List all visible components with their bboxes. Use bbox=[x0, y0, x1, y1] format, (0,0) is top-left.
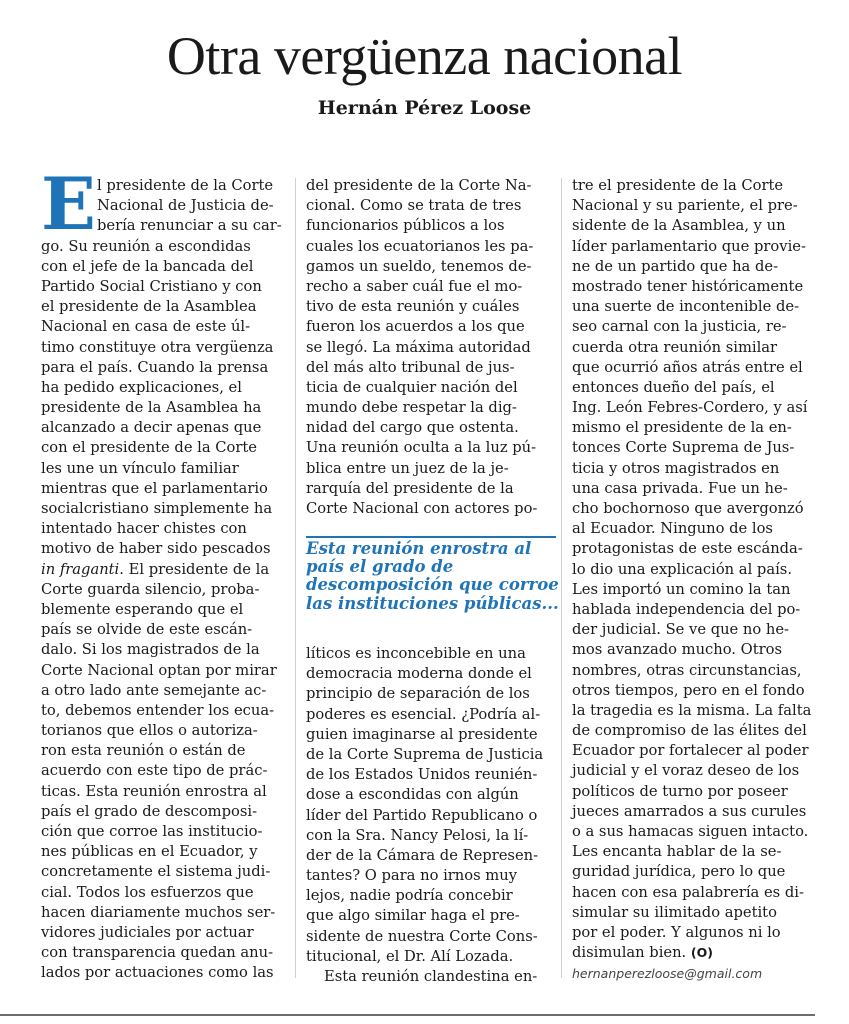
text-line: con el jefe de la bancada del bbox=[41, 257, 254, 275]
text-line: para el país. Cuando la prensa bbox=[41, 358, 269, 376]
text-line: mientras que el parlamentario bbox=[41, 479, 268, 497]
article-title: Otra vergüenza nacional bbox=[166, 26, 683, 86]
text-fragment: lo dio una explicación al país. bbox=[572, 560, 792, 578]
text-line: descomposición que corroe bbox=[306, 575, 559, 595]
text-line bbox=[572, 398, 820, 418]
article-column-1 bbox=[41, 161, 291, 984]
text-line: l presidente de la Corte bbox=[97, 177, 274, 194]
text-line: ron esta reunión o están de bbox=[41, 742, 246, 760]
text-fragment: tre el presidente de la Corte bbox=[572, 177, 784, 194]
text-line: que algo similar haga el pre- bbox=[306, 907, 520, 925]
text-line: Nacional de Justicia de- bbox=[97, 197, 274, 215]
text-line bbox=[572, 277, 820, 297]
text-line: fueron los acuerdos a los que bbox=[306, 318, 525, 336]
text-line: torianos que ellos o autoriza- bbox=[41, 722, 258, 740]
text-fragment: sidente de la Asamblea, y un bbox=[572, 217, 786, 235]
text-line: bería renunciar a su car- bbox=[97, 217, 282, 235]
drop-cap: E bbox=[41, 161, 96, 246]
article-author: Hernán Pérez Loose bbox=[317, 97, 532, 119]
text-line: hacen diariamente muchos ser- bbox=[41, 903, 276, 921]
text-line: principio de separación de los bbox=[306, 685, 530, 703]
text-line: Corte Nacional optan por mirar bbox=[41, 661, 277, 679]
text-line bbox=[572, 539, 820, 559]
text-line: motivo de haber sido pescados bbox=[41, 540, 271, 558]
text-line: timo constituye otra vergüenza bbox=[41, 338, 274, 356]
text-line bbox=[572, 741, 820, 761]
text-line bbox=[572, 640, 820, 660]
text-line bbox=[572, 822, 820, 842]
text-fragment: al Ecuador. Ninguno de los bbox=[572, 520, 773, 538]
text-fragment: Les importó un comino la tan bbox=[572, 580, 791, 598]
text-line bbox=[572, 418, 820, 438]
text-line bbox=[572, 338, 820, 358]
text-line: Esta reunión enrostra al bbox=[306, 539, 532, 558]
text-line bbox=[572, 721, 820, 741]
text-line bbox=[572, 761, 820, 781]
text-line bbox=[572, 903, 820, 923]
text-line: to, debemos entender los ecua- bbox=[41, 701, 275, 719]
text-line: del presidente de la Corte Na- bbox=[306, 177, 532, 194]
text-line: dalo. Si los magistrados de la bbox=[41, 641, 260, 659]
text-line bbox=[572, 216, 820, 236]
text-fragment: líder parlamentario que provie- bbox=[572, 237, 806, 255]
text-line: dose a escondidas con algún bbox=[306, 786, 519, 804]
text-line: tantes? O para no irnos muy bbox=[306, 867, 517, 885]
text-line: cial. Todos los esfuerzos que bbox=[41, 883, 254, 901]
text-fragment: por el poder. Y algunos ni lo bbox=[572, 923, 781, 941]
text-line: se llegó. La máxima autoridad bbox=[306, 338, 531, 356]
text-line: con transparencia quedan anu- bbox=[41, 944, 274, 962]
text-line: tivo de esta reunión y cuáles bbox=[306, 298, 520, 316]
text-fragment: la tragedia es la misma. La falta bbox=[572, 701, 812, 719]
text-line bbox=[572, 378, 820, 398]
text-fragment: políticos de turno por poseer bbox=[572, 782, 788, 800]
text-fragment: que ocurrió años atrás entre el bbox=[572, 358, 803, 376]
bottom-rule bbox=[0, 1014, 815, 1016]
text-fragment: jueces amarrados a sus curules bbox=[572, 802, 807, 820]
text-line bbox=[572, 782, 820, 802]
text-fragment: disimulan bien. bbox=[572, 944, 687, 962]
text-line bbox=[572, 479, 820, 499]
text-fragment: o a sus hamacas siguen intacto. bbox=[572, 823, 809, 840]
text-line: les une un vínculo familiar bbox=[41, 459, 239, 477]
text-line: a otro lado ante semejante ac- bbox=[41, 681, 267, 699]
text-line bbox=[572, 943, 820, 963]
text-fragment: Nacional y su pariente, el pre- bbox=[572, 197, 798, 215]
text-fragment: ne de un partido que ha de- bbox=[572, 257, 779, 275]
text-fragment: mostrado tener históricamente bbox=[572, 277, 804, 295]
text-line bbox=[572, 438, 820, 458]
text-line: sidente de nuestra Corte Cons- bbox=[306, 927, 538, 945]
text-fragment: Ing. León Febres-Cordero, y así bbox=[572, 399, 808, 417]
text-line bbox=[572, 681, 820, 701]
text-line: democracia moderna donde el bbox=[306, 665, 532, 683]
text-line: der de la Cámara de Represen- bbox=[306, 846, 539, 864]
text-line: go. Su reunión a escondidas bbox=[41, 237, 251, 255]
text-line bbox=[572, 802, 820, 822]
text-fragment: hacen con esa palabrería es di- bbox=[572, 883, 804, 901]
text-line bbox=[572, 196, 820, 216]
text-line bbox=[572, 842, 820, 862]
text-line bbox=[572, 600, 820, 620]
text-line: ticia de cualquier nación del bbox=[306, 378, 518, 396]
article-column-2 bbox=[306, 176, 558, 519]
text-fragment: Ecuador por fortalecer al poder bbox=[572, 742, 809, 760]
text-line bbox=[572, 701, 820, 721]
text-line bbox=[572, 499, 820, 519]
text-line: mundo debe respetar la dig- bbox=[306, 399, 517, 417]
text-line bbox=[572, 923, 820, 943]
text-line: blemente esperando que el bbox=[41, 600, 244, 618]
author-email: hernanperezloose@gmail.com bbox=[572, 966, 763, 981]
text-line: país el grado de bbox=[306, 557, 454, 577]
text-line bbox=[572, 237, 820, 257]
text-line: país el grado de descomposi- bbox=[41, 802, 258, 820]
text-line: concretamente el sistema judi- bbox=[41, 863, 271, 881]
text-line: guien imaginarse al presidente bbox=[306, 725, 538, 743]
text-line: de los Estados Unidos reunién- bbox=[306, 766, 538, 784]
text-line: Nacional en casa de este úl- bbox=[41, 318, 251, 336]
text-fragment: . El presidente de la bbox=[119, 560, 270, 578]
text-line: ticas. Esta reunión enrostra al bbox=[41, 782, 267, 800]
text-line: con la Sra. Nancy Pelosi, la lí- bbox=[306, 826, 529, 844]
text-line: nidad del cargo que ostenta. bbox=[306, 419, 519, 437]
text-line: vidores judiciales por actuar bbox=[41, 923, 254, 941]
text-line bbox=[572, 620, 820, 640]
text-fragment: una suerte de incontenible de- bbox=[572, 298, 800, 316]
text-line bbox=[572, 560, 820, 580]
text-line bbox=[572, 883, 820, 903]
text-line: titucional, el Dr. Alí Lozada. bbox=[306, 947, 514, 965]
text-line: intentado hacer chistes con bbox=[41, 520, 247, 538]
text-line: Esta reunión clandestina en- bbox=[324, 968, 538, 985]
text-line: líder del Partido Republicano o bbox=[306, 806, 538, 824]
text-line: ha pedido explicaciones, el bbox=[41, 378, 242, 396]
text-fragment: hablada independencia del po- bbox=[572, 600, 801, 618]
text-line: recho a saber cuál fue el mo- bbox=[306, 277, 523, 295]
text-line bbox=[41, 560, 291, 580]
text-line bbox=[572, 176, 820, 196]
text-fragment: guridad jurídica, pero lo que bbox=[572, 863, 786, 881]
pull-quote-rule bbox=[306, 536, 556, 538]
text-line bbox=[572, 862, 820, 882]
text-line: ción que corroe las institucio- bbox=[41, 823, 263, 840]
text-fragment: simular su ilimitado apetito bbox=[572, 903, 777, 921]
text-fragment: mos avanzado mucho. Otros bbox=[572, 641, 782, 659]
text-fragment: entonces dueño del país, el bbox=[572, 378, 775, 396]
article-column-3 bbox=[572, 176, 820, 963]
text-line: cuales los ecuatorianos les pa- bbox=[306, 237, 534, 255]
text-line: el presidente de la Asamblea bbox=[41, 298, 257, 316]
text-fragment: de compromiso de las élites del bbox=[572, 722, 807, 740]
text-fragment: mismo el presidente de la en- bbox=[572, 419, 792, 437]
text-line: nes públicas en el Ecuador, y bbox=[41, 843, 258, 861]
text-line: Corte Nacional con actores po- bbox=[306, 500, 538, 517]
text-line: cional. Como se trata de tres bbox=[306, 197, 522, 215]
text-line: las instituciones públicas... bbox=[306, 593, 559, 613]
text-line bbox=[572, 580, 820, 600]
text-line: rarquía del presidente de la bbox=[306, 479, 514, 497]
pull-quote bbox=[306, 540, 558, 613]
text-line bbox=[572, 297, 820, 317]
column-divider bbox=[295, 178, 296, 978]
text-line: Una reunión oculta a la luz pú- bbox=[306, 439, 537, 457]
text-line: funcionarios públicos a los bbox=[306, 217, 505, 235]
text-line: Partido Social Cristiano y con bbox=[41, 277, 262, 295]
text-fragment: der judicial. Se ve que no he- bbox=[572, 621, 789, 639]
text-line: de la Corte Suprema de Justicia bbox=[306, 745, 544, 763]
text-line bbox=[572, 661, 820, 681]
text-fragment: ticia y otros magistrados en bbox=[572, 459, 780, 477]
text-line: líticos es inconcebible en una bbox=[306, 645, 526, 662]
text-fragment: cuerda otra reunión similar bbox=[572, 338, 778, 356]
text-line: alcanzado a decir apenas que bbox=[41, 419, 262, 437]
text-line bbox=[572, 257, 820, 277]
text-line bbox=[572, 317, 820, 337]
text-line: poderes es esencial. ¿Podría al- bbox=[306, 705, 541, 723]
text-fragment: cho bochornoso que avergonzó bbox=[572, 500, 804, 517]
end-mark: (O) bbox=[690, 945, 713, 961]
text-line bbox=[572, 519, 820, 539]
text-line: blica entre un juez de la je- bbox=[306, 459, 509, 477]
text-fragment: una casa privada. Fue un he- bbox=[572, 479, 788, 497]
italic-phrase: in fraganti bbox=[41, 560, 120, 578]
text-fragment: otros tiempos, pero en el fondo bbox=[572, 681, 805, 699]
text-line: del más alto tribunal de jus- bbox=[306, 358, 515, 376]
article-column-2-continued bbox=[306, 644, 558, 987]
text-line bbox=[572, 459, 820, 479]
text-fragment: seo carnal con la justicia, re- bbox=[572, 318, 787, 336]
text-line: con el presidente de la Corte bbox=[41, 439, 258, 457]
text-line: lados por actuaciones como las bbox=[41, 964, 274, 982]
text-line: Corte guarda silencio, proba- bbox=[41, 580, 260, 598]
text-line bbox=[572, 358, 820, 378]
text-line: socialcristiano simplemente ha bbox=[41, 500, 273, 517]
text-line: presidente de la Asamblea ha bbox=[41, 399, 262, 417]
text-fragment: Les encanta hablar de la se- bbox=[572, 843, 782, 861]
text-fragment: judicial y el voraz deseo de los bbox=[572, 762, 800, 780]
column-divider bbox=[561, 178, 562, 978]
text-fragment: protagonistas de este escánda- bbox=[572, 540, 803, 558]
text-line: lejos, nadie podría concebir bbox=[306, 887, 513, 905]
text-line: país se olvide de este escán- bbox=[41, 621, 253, 639]
text-fragment: tonces Corte Suprema de Jus- bbox=[572, 439, 795, 457]
text-fragment: nombres, otras circunstancias, bbox=[572, 661, 802, 679]
text-line: gamos un sueldo, tenemos de- bbox=[306, 257, 532, 275]
text-line: acuerdo con este tipo de prác- bbox=[41, 762, 268, 780]
